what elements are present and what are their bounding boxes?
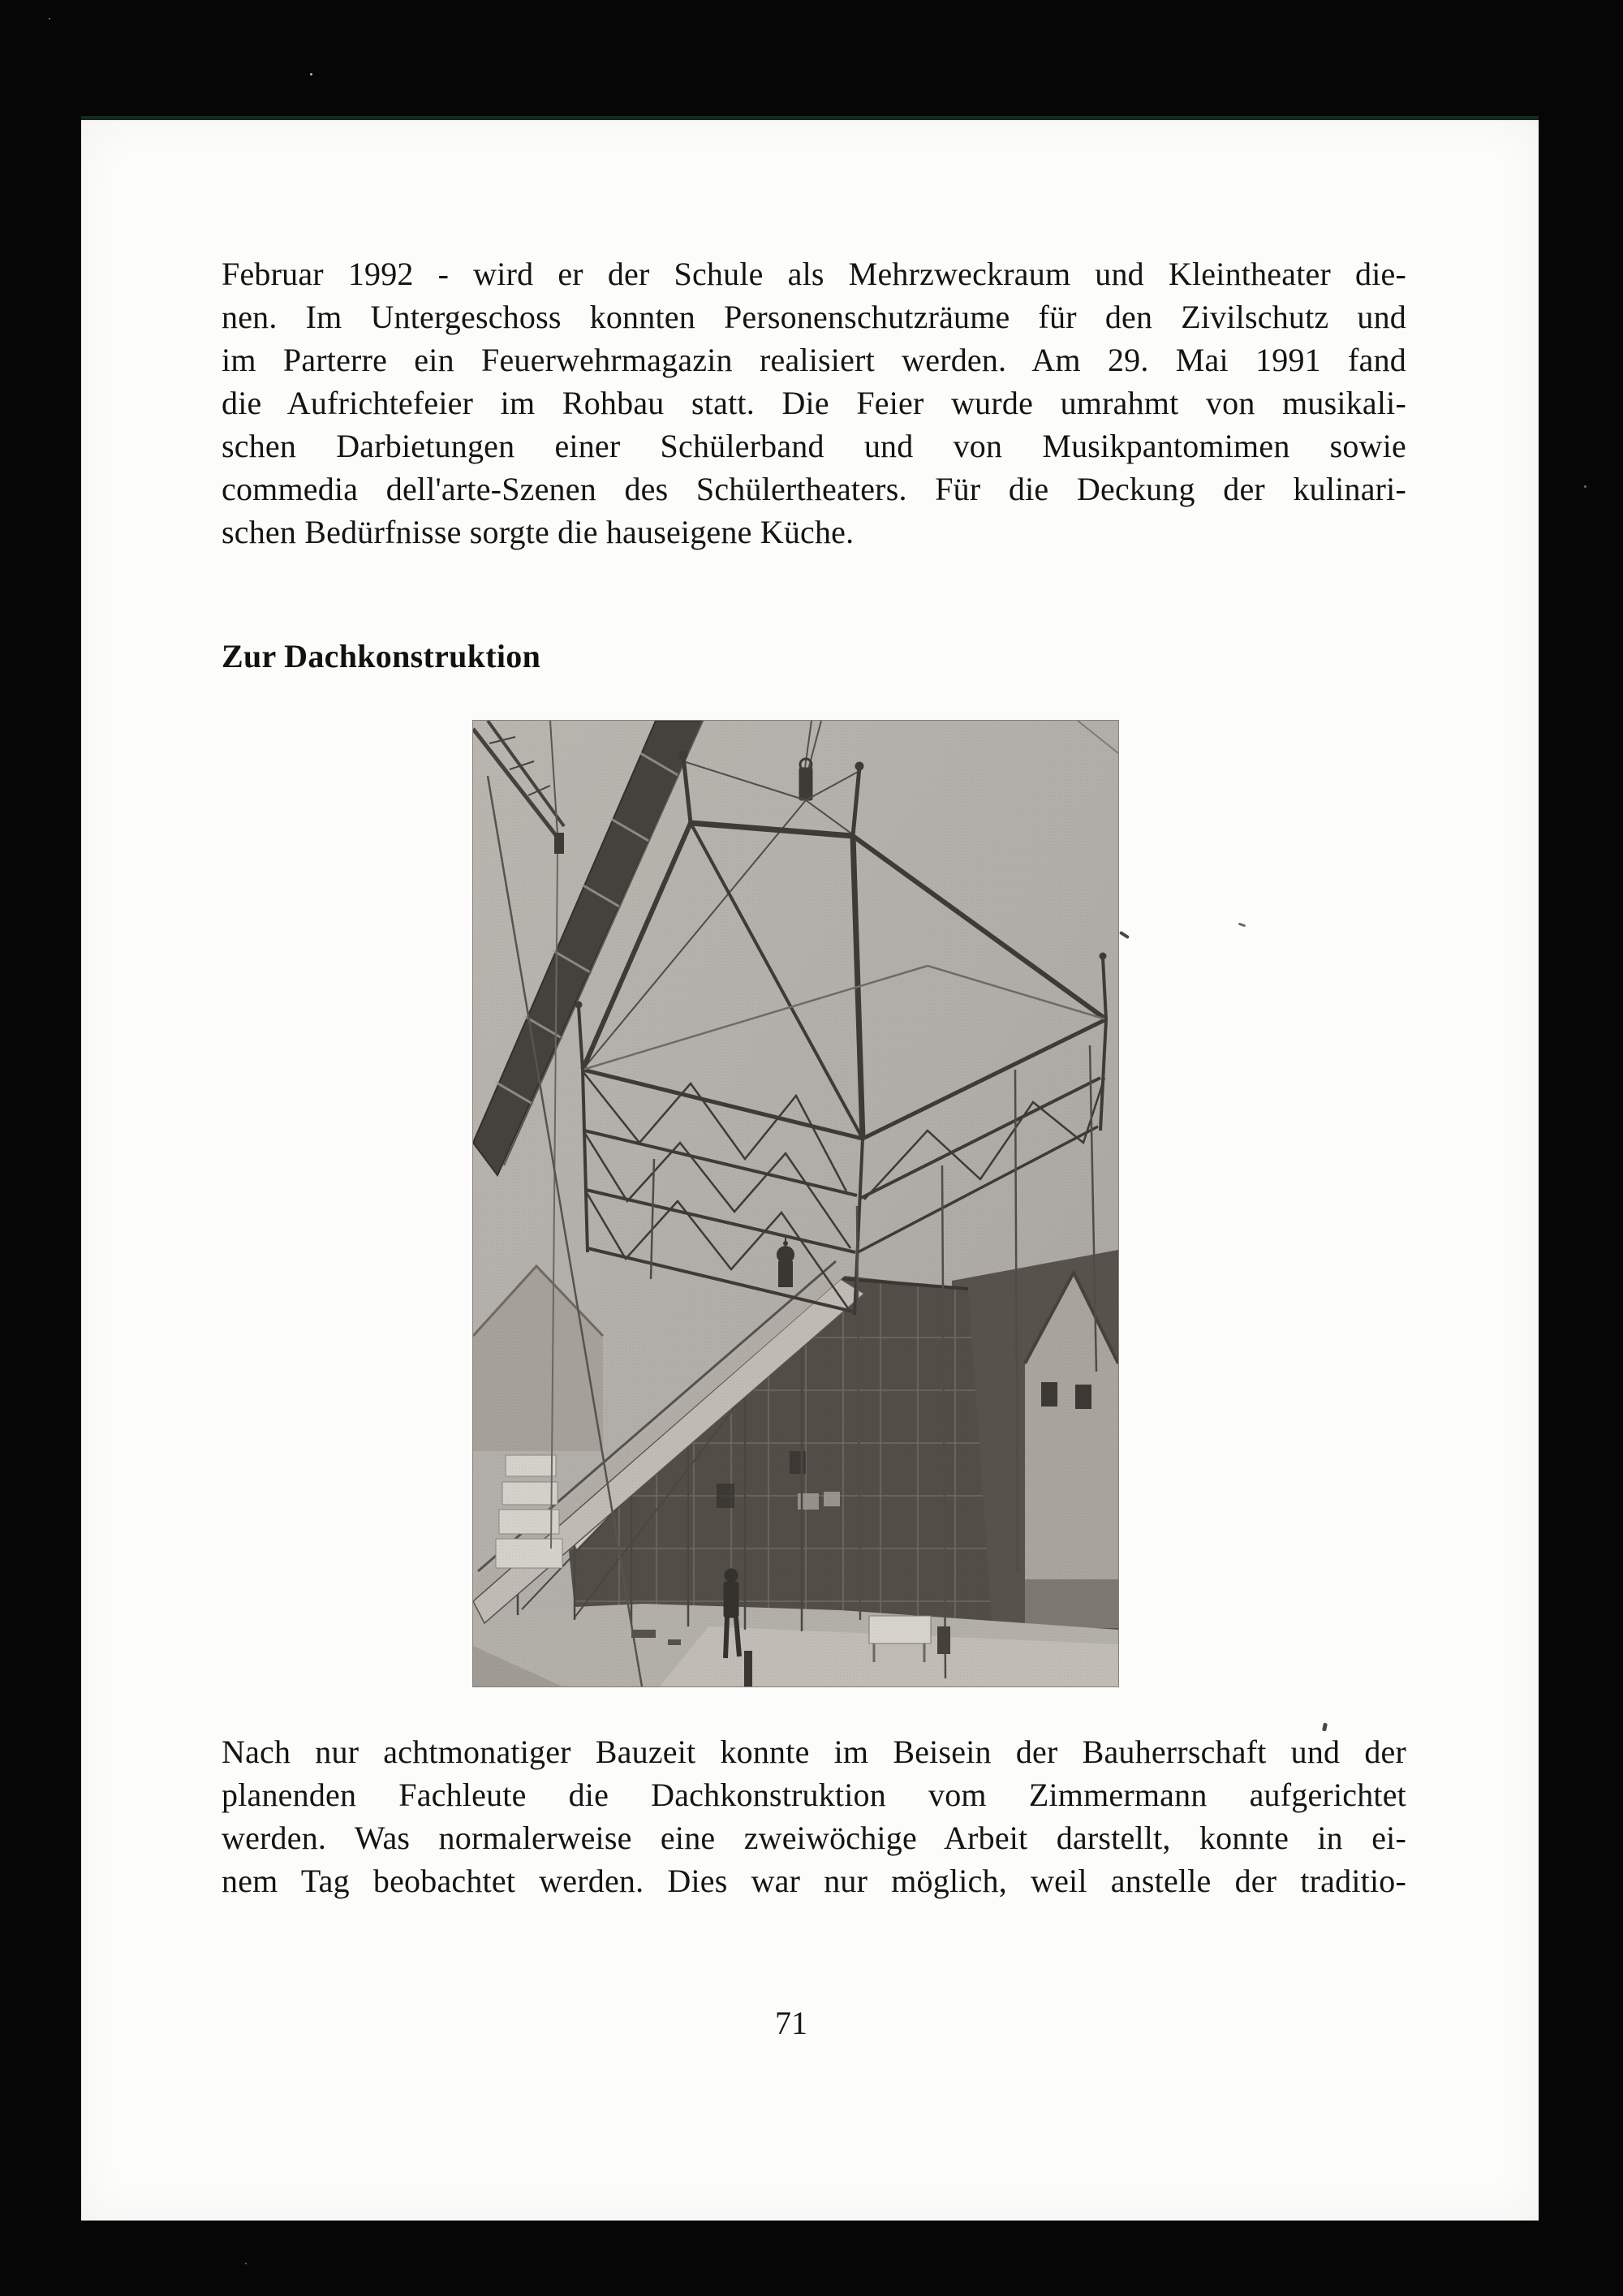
page-number: 71 — [775, 2005, 807, 2041]
dust-speck — [49, 18, 50, 19]
scan-speck — [1238, 923, 1246, 928]
body-text-line: nem Tag beobachtet werden. Dies war nur möglich, weil anstelle der traditio- — [222, 1863, 1406, 1899]
body-text-line: werden. Was normalerweise eine zweiwöchige Arbeit darstellt, konnte in ei- — [222, 1820, 1406, 1856]
book-page — [81, 116, 1539, 2221]
dust-speck — [245, 2263, 247, 2264]
construction-photo-illustration — [473, 721, 1118, 1686]
body-text-line: commedia dell'arte-Szenen des Schülertheaters. Für die Deckung der kulinari- — [222, 471, 1406, 507]
paragraph-2 — [222, 1730, 1406, 1902]
body-text-line: im Parterre ein Feuerwehrmagazin realisiert werden. Am 29. Mai 1991 fand — [222, 342, 1406, 378]
dust-speck — [310, 73, 312, 75]
body-text-line: schen Darbietungen einer Schülerband und von Musikpantomimen sowie — [222, 428, 1406, 464]
dust-speck — [1584, 485, 1586, 488]
body-text-line: planenden Fachleute die Dachkonstruktion vom Zimmermann aufgerichtet — [222, 1777, 1406, 1813]
section-heading: Zur Dachkonstruktion — [222, 638, 541, 674]
body-text-line: die Aufrichtefeier im Rohbau statt. Die Feier wurde umrahmt von musikali- — [222, 385, 1406, 421]
construction-photo — [472, 720, 1119, 1687]
scan-speck — [1119, 931, 1130, 939]
body-text-line: Februar 1992 - wird er der Schule als Mehrzweckraum und Kleintheater die- — [222, 256, 1406, 292]
body-text-line: Nach nur achtmonatiger Bauzeit konnte im Beisein der Bauherrschaft und der — [222, 1734, 1406, 1770]
body-text-line: nen. Im Untergeschoss konnten Personenschutzräume für den Zivilschutz und — [222, 299, 1406, 335]
body-text-line: schen Bedürfnisse sorgte die hauseigene Küche. — [222, 514, 855, 550]
paragraph-1 — [222, 252, 1406, 554]
